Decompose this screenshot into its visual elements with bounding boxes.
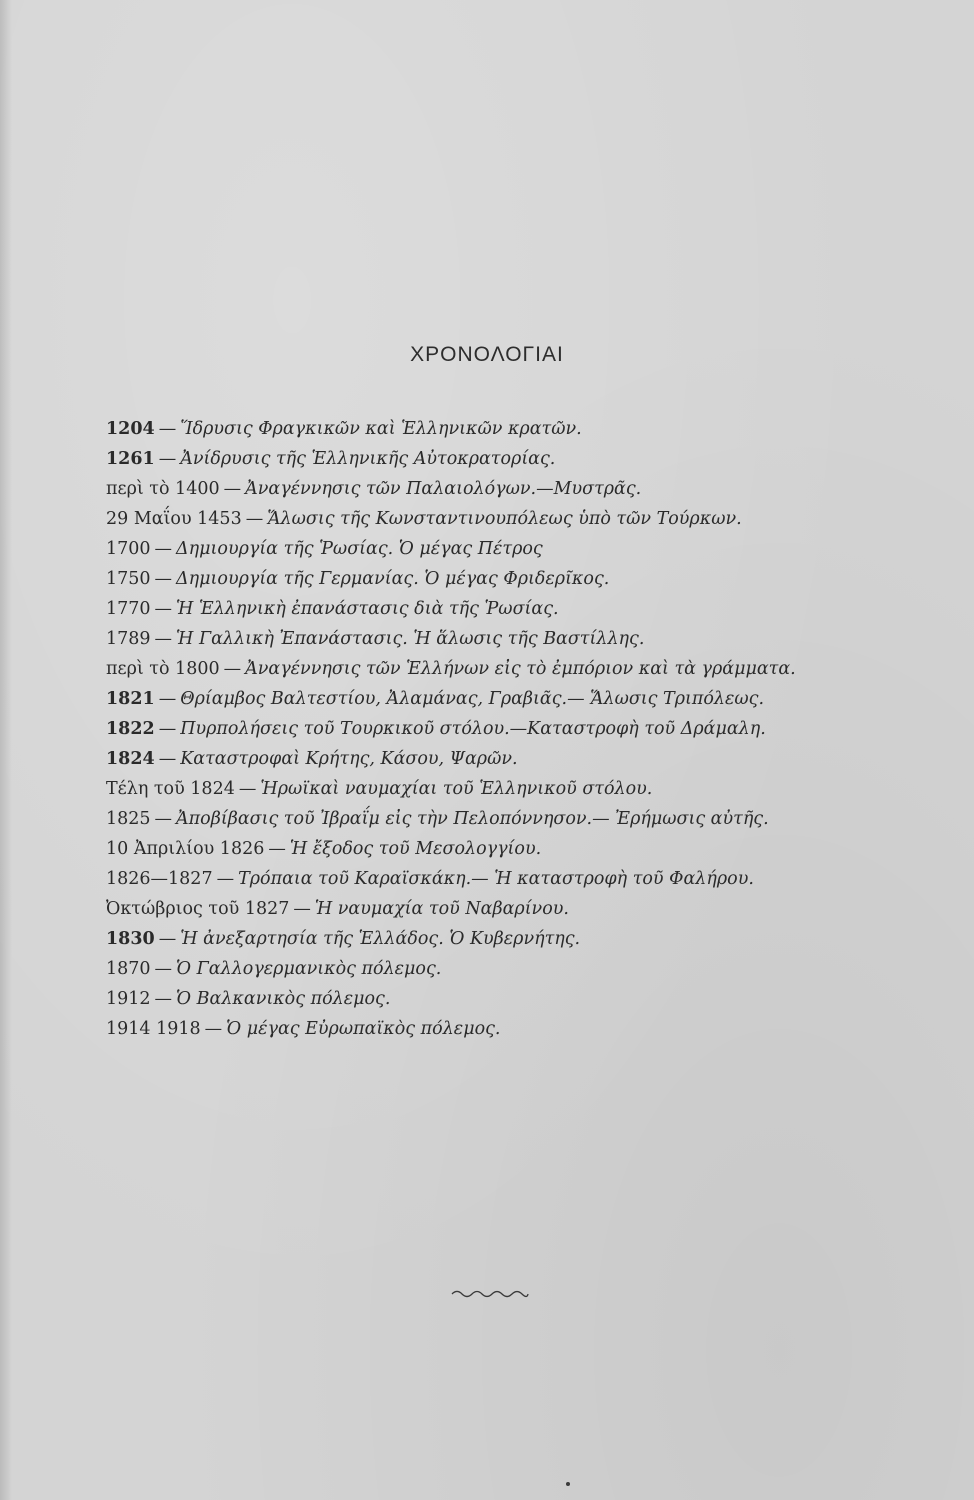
list-item [106,864,926,894]
list-item [106,954,926,984]
entry-date: 1789 [106,629,151,649]
entry-separator: — [154,599,173,619]
entry-date: 1825 [106,809,151,829]
entry-separator: — [158,749,177,769]
list-item [106,534,926,564]
entry-text: Ἡ ἀνεξαρτησία τῆς Ἑλλάδος. Ὁ Κυβερνήτης. [180,929,581,949]
entry-text: Θρίαμβος Βαλτεστίου, Ἀλαμάνας, Γραβιᾶς.— Ἅλωσις Τριπόλεως. [180,689,765,709]
list-item [106,414,926,444]
entry-date: περὶ τὸ 1800 [106,659,220,679]
entry-date: 1870 [106,959,151,979]
entry-date: 1770 [106,599,151,619]
entry-text: Ἡ ἔξοδος τοῦ Μεσολογγίου. [289,839,542,859]
entry-separator: — [154,809,173,829]
entry-separator: — [204,1019,223,1039]
entry-separator: — [154,959,173,979]
entry-text: Ἅλωσις τῆς Κωνσταντινουπόλεως ὑπὸ τῶν Τούρκων. [267,509,742,529]
entry-text: Ἵδρυσις Φραγκικῶν καὶ Ἑλληνικῶν κρατῶν. [180,419,582,439]
list-item [106,624,926,654]
list-item [106,474,926,504]
entry-separator: — [238,779,257,799]
entry-date: 1822 [106,719,155,739]
list-item [106,714,926,744]
entry-date: 1824 [106,749,155,769]
entry-date: Ὀκτώβριος τοῦ 1827 [106,899,290,919]
entry-date: 1914 1918 [106,1019,201,1039]
entry-text: Πυρπολήσεις τοῦ Τουρκικοῦ στόλου.—Καταστροφὴ τοῦ Δράμαλη. [180,719,766,739]
list-item [106,924,926,954]
entry-text: Ὁ μέγας Εὐρωπαϊκὸς πόλεμος. [226,1019,501,1039]
entry-separator: — [245,509,264,529]
entry-date: 1750 [106,569,151,589]
entry-separator: — [268,839,286,859]
list-item [106,804,926,834]
list-item [106,564,926,594]
list-item [106,1014,926,1044]
entry-text: Ὁ Βαλκανικὸς πόλεμος. [176,989,391,1009]
entry-date: Τέλη τοῦ 1824 [106,779,235,799]
entry-separator: — [293,899,311,919]
entry-text: Ἡ ναυμαχία τοῦ Ναβαρίνου. [314,899,569,919]
entry-text: Ἀναγέννησις τῶν Ἑλλήνων εἰς τὸ ἐμπόριον καὶ τὰ γράμματα. [245,659,796,679]
list-item [106,744,926,774]
entry-text: Δημιουργία τῆς Ῥωσίας. Ὁ μέγας Πέτρος [176,539,543,559]
entry-separator: — [223,659,242,679]
entry-separator: — [154,569,173,589]
list-item [106,444,926,474]
entry-separator: — [158,419,177,439]
list-item [106,774,926,804]
entry-date: 29 Μαΐου 1453 [106,509,242,529]
entry-text: Δημιουργία τῆς Γερμανίας. Ὁ μέγας Φριδερῖκος. [176,569,610,589]
entry-separator: — [158,929,177,949]
entry-text: Ἡ Ἑλληνικὴ ἐπανάστασις διὰ τῆς Ῥωσίας. [176,599,559,619]
entry-text: Ἡ Γαλλικὴ Ἐπανάστασις. Ἡ ἅλωσις τῆς Βαστίλλης. [176,629,645,649]
entry-date: περὶ τὸ 1400 [106,479,220,499]
list-item [106,504,926,534]
entry-date: 1821 [106,689,155,709]
entry-separator: — [216,869,235,889]
entry-date: 1261 [106,449,155,469]
list-item [106,654,926,684]
entry-separator: — [154,989,173,1009]
entry-date: 1830 [106,929,155,949]
entry-date: 10 Ἀπριλίου 1826 [106,839,265,859]
entry-text: Τρόπαια τοῦ Καραϊσκάκη.— Ἡ καταστροφὴ τοῦ Φαλήρου. [238,869,754,889]
entry-text: Ὁ Γαλλογερμανικὸς πόλεμος. [176,959,442,979]
chronology-list [106,414,926,1044]
page-title: ΧΡΟΝΟΛΟΓΙΑΙ [410,343,564,366]
entry-separator: — [158,719,177,739]
entry-date: 1700 [106,539,151,559]
entry-text: Καταστροφαὶ Κρήτης, Κάσου, Ψαρῶν. [180,749,518,769]
entry-separator: — [158,689,177,709]
list-item [106,834,926,864]
list-item [106,894,926,924]
page-dot-mark [566,1482,570,1486]
entry-separator: — [158,449,177,469]
entry-text: Ἀναγέννησις τῶν Παλαιολόγων.—Μυστρᾶς. [245,479,642,499]
entry-date: 1912 [106,989,151,1009]
entry-text: Ἀνίδρυσις τῆς Ἑλληνικῆς Αὐτοκρατορίας. [180,449,556,469]
entry-text: Ἀποβίβασις τοῦ Ἰβραΐμ εἰς τὴν Πελοπόννησον.— Ἐρήμωσις αὐτῆς. [176,809,769,829]
entry-date: 1826—1827 [106,869,213,889]
wavy-divider-icon [450,1287,530,1301]
entry-separator: — [154,629,173,649]
page-spine-shadow [0,0,12,1500]
list-item [106,594,926,624]
entry-separator: — [223,479,242,499]
entry-separator: — [154,539,173,559]
entry-text: Ἡρωϊκαὶ ναυμαχίαι τοῦ Ἑλληνικοῦ στόλου. [260,779,653,799]
list-item [106,984,926,1014]
entry-date: 1204 [106,419,155,439]
list-item [106,684,926,714]
